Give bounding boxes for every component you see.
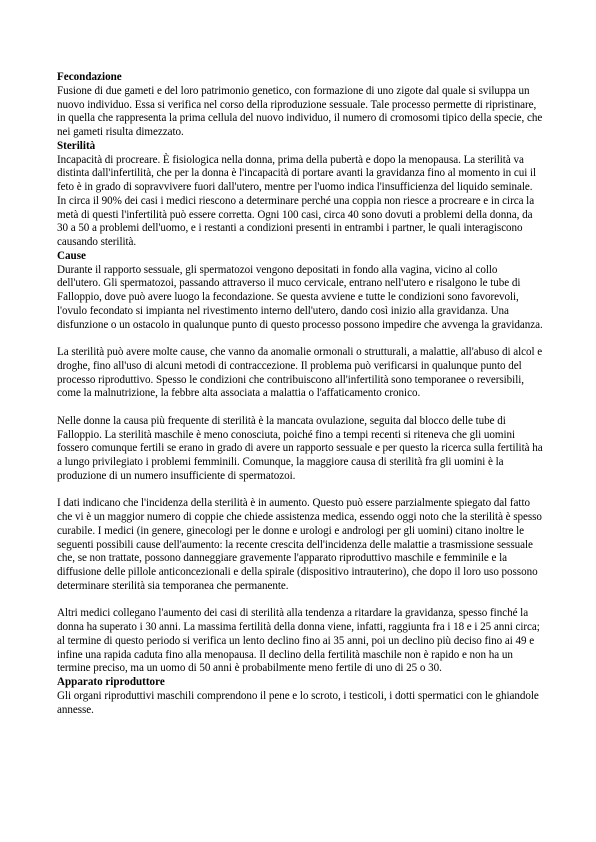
section-heading-sterilita: Sterilità bbox=[57, 139, 96, 152]
paragraph-cause-varie: La sterilità può avere molte cause, che vanno da anomalie ormonali o strutturali, a malattie, all'abuso di alcol e droghe, fino all'uso di alcuni metodi di contraccezione. Il problema può verificarsi in qualunque punto del processo riproduttivo. Spesso le condizioni che contribuiscono all'infertilità sono temporanee o reversibili, come la malnutrizione, la febbre alta associata a malattia o l'affaticamento cronico. bbox=[57, 346, 543, 400]
section-heading-fecondazione: Fecondazione bbox=[57, 71, 122, 83]
paragraph-fecondazione-definition: Fusione di due gameti e del loro patrimonio genetico, con formazione di uno zigote dal quale si sviluppa un nuovo individuo. Essa si verifica nel corso della riproduzione sessuale. Tale processo permette di ripristinare, in quella che rappresenta la prima cellula del nuovo individuo, il numero di cromosomi tipico della specie, che nei gameti risulta dimezzato. bbox=[57, 84, 543, 138]
paragraph-cause-incidenza: I dati indicano che l'incidenza della sterilità è in aumento. Questo può essere parzialmente spiegato dal fatto che vi è un maggior numero di coppie che chiede assistenza medica, essendo oggi noto che la sterilità è spesso curabile. I medici (in genere, ginecologi per le donne e urologi e andrologi per gli uomini) citano inoltre le seguenti possibili cause dell'aumento: la recente crescita dell'incidenza delle malattie a trasmissione sessuale che, se non trattate, possono danneggiare gravemente l'apparato riproduttivo maschile e femminile e la diffusione delle pillole anticoncezionali e della spirale (dispositivo intrauterino), che dopo il loro uso possono determinare sterilità sia temporanea che permanente. bbox=[57, 497, 542, 592]
section-fecondazione bbox=[57, 71, 543, 140]
paragraph-cause-eta: Altri medici collegano l'aumento dei casi di sterilità alla tendenza a ritardare la gravidanza, spesso finché la donna ha superato i 30 anni. La massima fertilità della donna viene, infatti, raggiunta fra i 18 e i 25 anni circa; al termine di questo periodo si verifica un lento declino fino ai 35 anni, poi un declino più deciso fino ai 49 e infine una rapida caduta fino alla menopausa. Il declino della fertilità maschile non è rapido e non ha un termine preciso, ma un uomo di 50 anni è probabilmente meno fertile di uno di 25 o 30. bbox=[57, 607, 540, 675]
section-heading-cause: Cause bbox=[57, 249, 86, 262]
section-cause bbox=[57, 250, 543, 676]
section-heading-apparato-riproduttore: Apparato riproduttore bbox=[57, 676, 165, 688]
paragraph-cause-donne-uomini: Nelle donne la causa più frequente di sterilità è la mancata ovulazione, seguita dal blocco delle tube di Falloppio. La sterilità maschile è meno conosciuta, poiché fino a tempi recenti si riteneva che gli uomini fossero comunque fertili se erano in grado di avere un rapporto sessuale e per questo la ricerca sulla fertilità ha a lungo privilegiato i problemi femminili. Comunque, la maggiore causa di sterilità fra gli uomini è la produzione di un numero insufficiente di spermatozoi. bbox=[57, 414, 543, 482]
paragraph-sterilita-definition: Incapacità di procreare. È fisiologica nella donna, prima della pubertà e dopo la menopausa. La sterilità va distinta dall'infertilità, che per la donna è l'incapacità di portare avanti la gravidanza fino al momento in cui il feto è in grado di sopravvivere fuori dall'utero, mentre per l'uomo indica l'insufficienza del liquido seminale. In circa il 90% dei casi i medici riescono a determinare perché una coppia non riesce a procreare e in circa la metà di questi l'infertilità può essere corretta. Ogni 100 casi, circa 40 sono dovuti a problemi della donna, da 30 a 50 a problemi dell'uomo, e i restanti a condizioni presenti in entrambi i partner, le quali interagiscono causando sterilità. bbox=[57, 153, 537, 248]
document-page bbox=[57, 71, 543, 717]
paragraph-cause-process: Durante il rapporto sessuale, gli spermatozoi vengono depositati in fondo alla vagina, vicino al collo dell'utero. Gli spermatozoi, passando attraverso il muco cervicale, entrano nell'utero e risalgono le tube di Falloppio, dove può avere luogo la fecondazione. Se questa avviene e tutte le condizioni sono favorevoli, l'ovulo fecondato si impianta nel rivestimento interno dell'utero, dando così inizio alla gravidanza. Una disfunzione o un ostacolo in qualunque punto di questo processo possono impedire che avvenga la gravidanza. bbox=[57, 263, 543, 331]
section-sterilita bbox=[57, 140, 543, 250]
paragraph-apparato-maschile: Gli organi riproduttivi maschili comprendono il pene e lo scroto, i testicoli, i dotti spermatici con le ghiandole annesse. bbox=[57, 689, 539, 716]
section-apparato-riproduttore bbox=[57, 676, 543, 717]
